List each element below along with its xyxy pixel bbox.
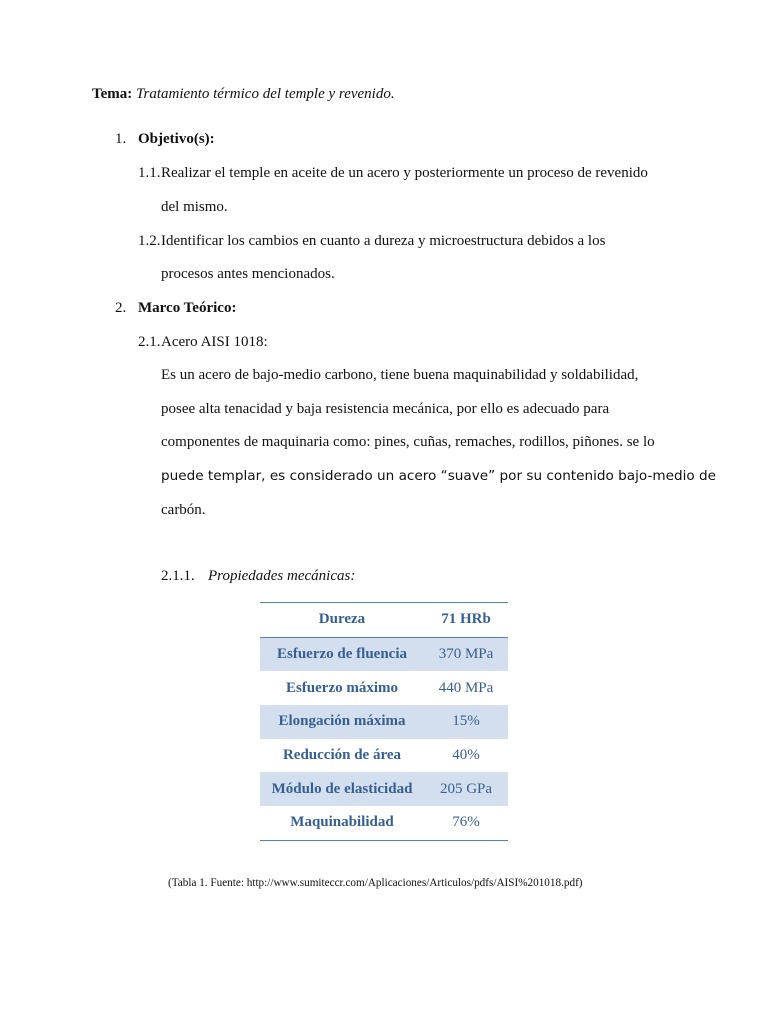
- property-value: 205 GPa: [424, 772, 508, 806]
- item-1-1-line-2: del mismo.: [161, 199, 228, 215]
- table-caption: (Tabla 1. Fuente: http://www.sumiteccr.com/Aplicaciones/Articulos/pdfs/AISI%201018.pdf): [168, 877, 583, 889]
- tema-label: Tema:: [92, 86, 133, 102]
- table-row: [260, 806, 508, 840]
- section-2-number: 2.: [115, 300, 127, 316]
- subsubsection-2-1-1-title: Propiedades mecánicas:: [208, 568, 356, 584]
- section-1-title: Objetivo(s):: [138, 131, 215, 147]
- table-row: [260, 671, 508, 705]
- subsection-2-1-number: 2.1.: [138, 334, 161, 350]
- property-name: Elongación máxima: [260, 705, 424, 739]
- paragraph-line: carbón.: [161, 502, 206, 518]
- paragraph-line: puede templar, es considerado un acero “suave” por su contenido bajo-medio de: [161, 468, 717, 484]
- table-row: [260, 772, 508, 806]
- tema-line: [92, 86, 395, 103]
- property-name: Esfuerzo máximo: [285, 679, 399, 696]
- property-value: 76%: [452, 814, 480, 831]
- property-name: Dureza: [260, 603, 424, 638]
- property-value: 440 MPa: [438, 679, 494, 696]
- property-name: Maquinabilidad: [290, 814, 394, 831]
- item-1-2-line-2: procesos antes mencionados.: [161, 266, 335, 282]
- property-value: 71 HRb: [424, 603, 508, 638]
- property-value: 370 MPa: [424, 637, 508, 671]
- property-value: 15%: [424, 705, 508, 739]
- item-1-2-line-1: Identificar los cambios en cuanto a dureza y microestructura debidos a los: [161, 233, 606, 249]
- paragraph-line: Es un acero de bajo-medio carbono, tiene buena maquinabilidad y soldabilidad,: [161, 367, 639, 383]
- mechanical-properties-table: [260, 602, 508, 841]
- property-name: Reducción de área: [282, 747, 402, 764]
- paragraph-line: componentes de maquinaria como: pines, cuñas, remaches, rodillos, piñones. se lo: [161, 434, 655, 450]
- item-1-1-line-1: Realizar el temple en aceite de un acero y posteriormente un proceso de revenido: [161, 165, 648, 181]
- section-1-number: 1.: [115, 131, 127, 147]
- property-value: 40%: [452, 747, 480, 764]
- tema-text: Tratamiento térmico del temple y revenido.: [136, 86, 395, 102]
- property-name: Esfuerzo de fluencia: [260, 637, 424, 671]
- table-row: [260, 637, 508, 671]
- table-row: [260, 739, 508, 773]
- table-row: [260, 705, 508, 739]
- item-1-1-number: 1.1.: [138, 165, 161, 181]
- table-row: [260, 603, 508, 638]
- paragraph-line: posee alta tenacidad y baja resistencia mecánica, por ello es adecuado para: [161, 401, 610, 417]
- subsection-2-1-title: Acero AISI 1018:: [161, 334, 268, 350]
- section-2-title: Marco Teórico:: [138, 300, 237, 316]
- item-1-2-number: 1.2.: [138, 233, 161, 249]
- subsubsection-2-1-1-number: 2.1.1.: [161, 568, 195, 584]
- property-name: Módulo de elasticidad: [260, 772, 424, 806]
